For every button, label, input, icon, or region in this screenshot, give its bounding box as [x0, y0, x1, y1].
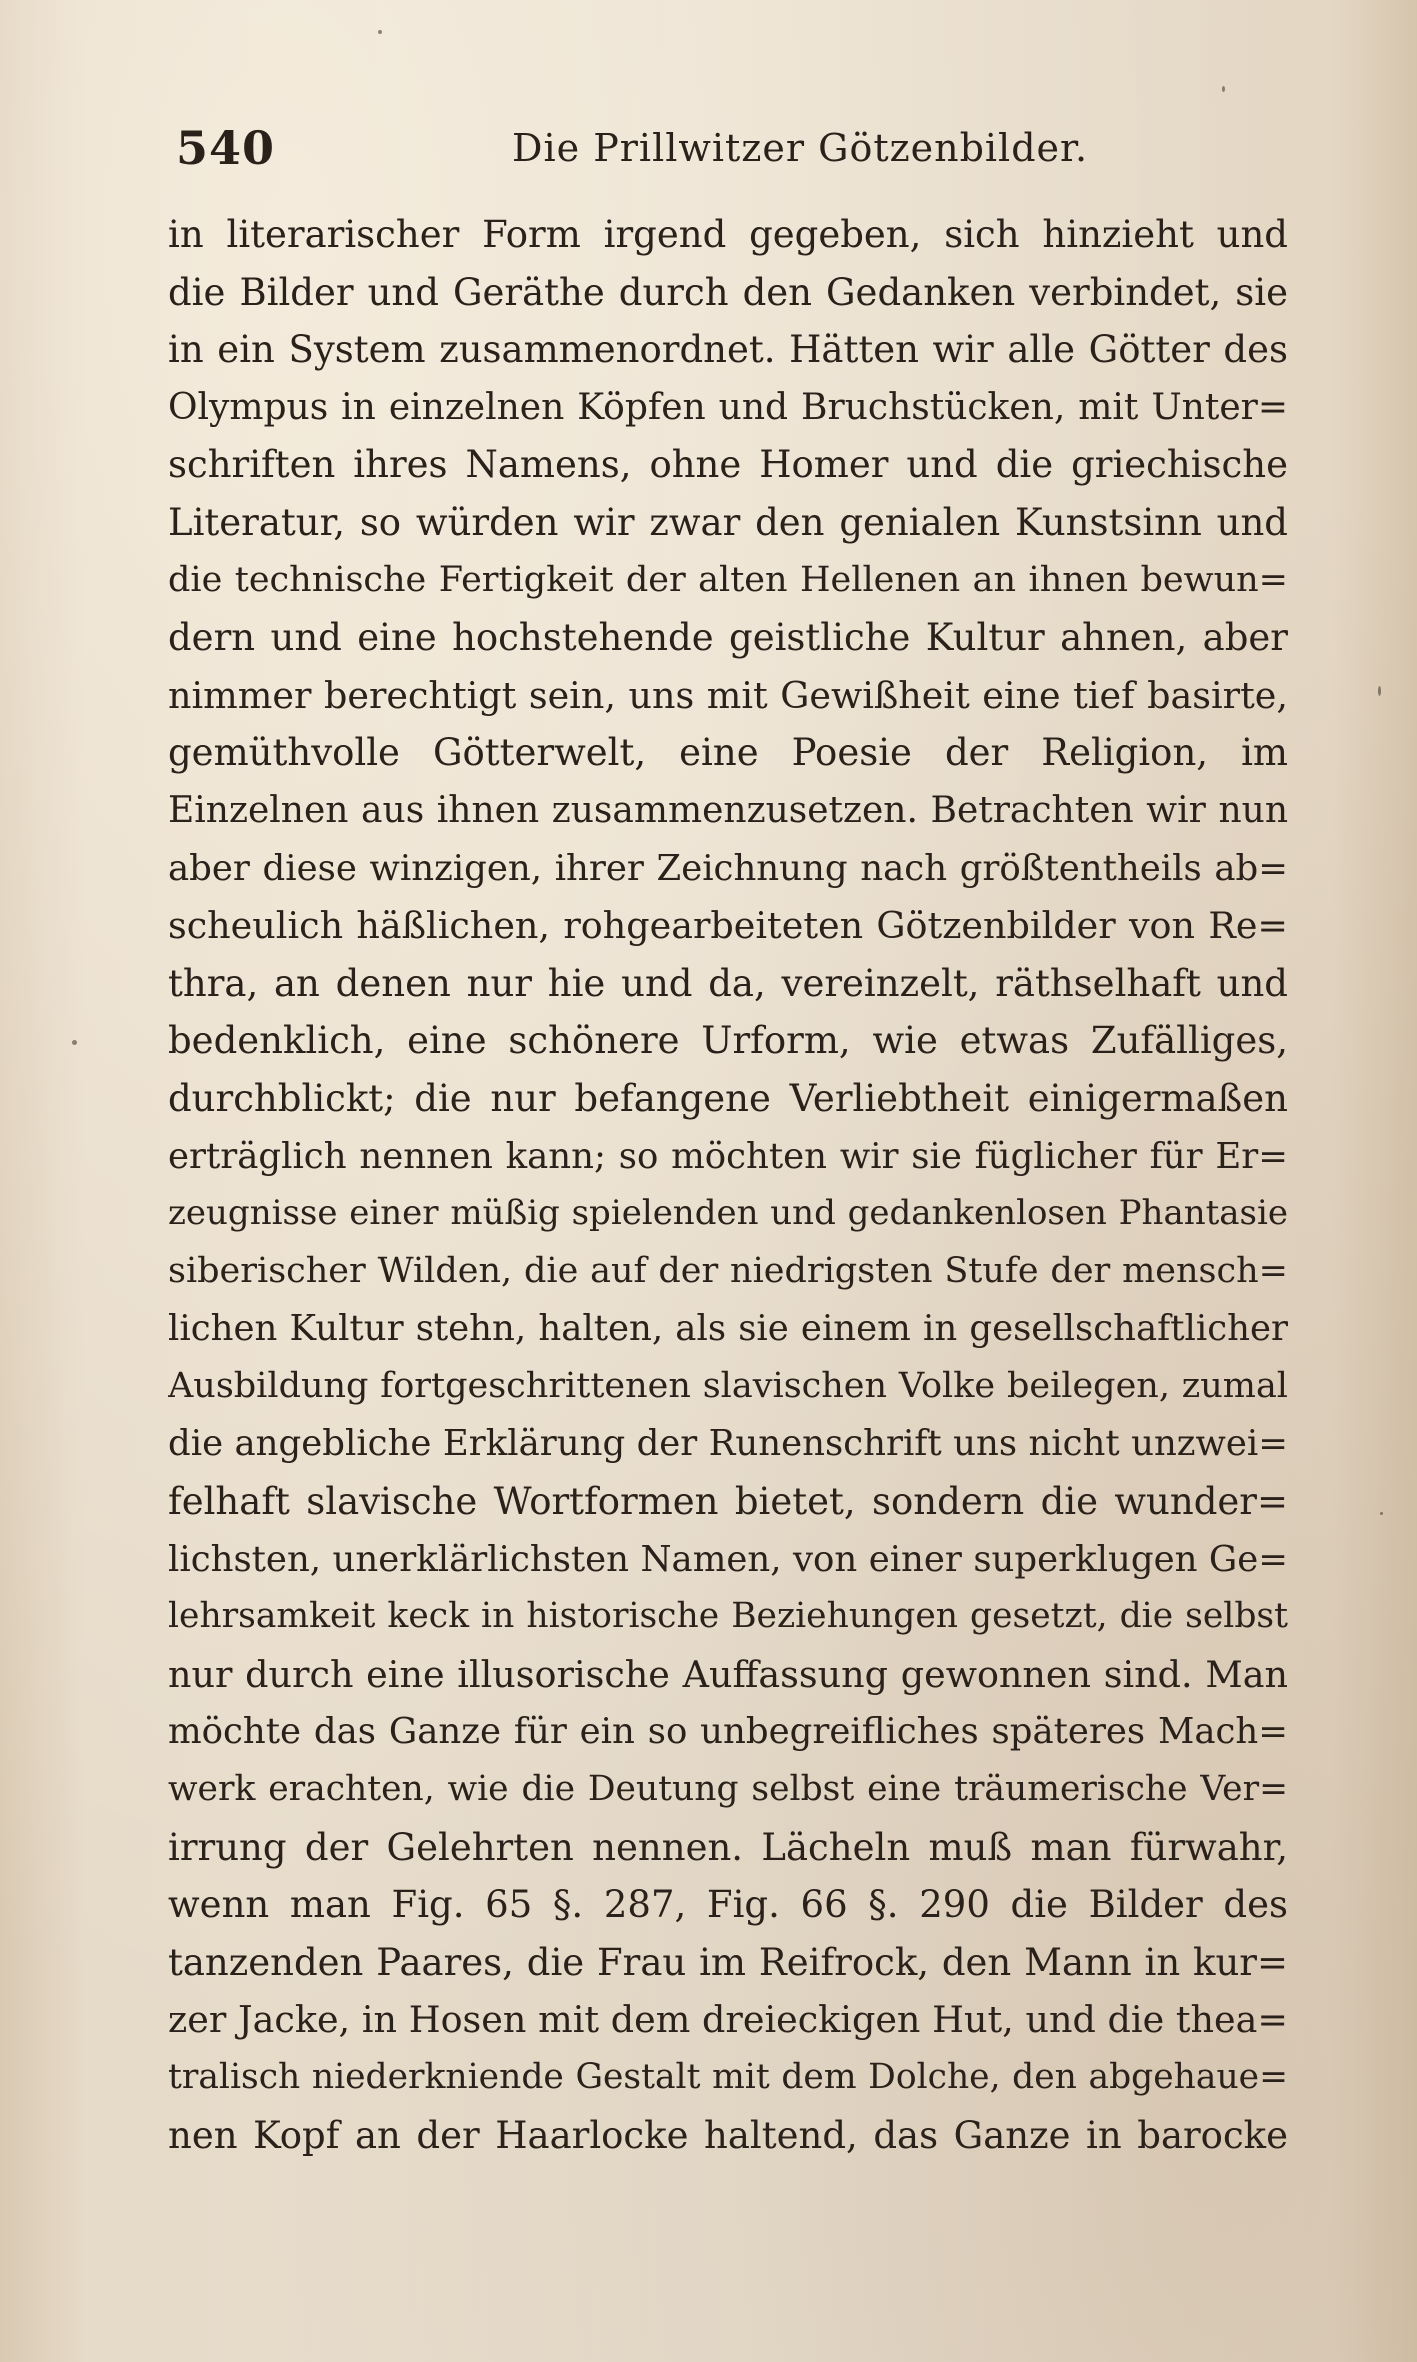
page-header: [176, 118, 1286, 178]
text-line: zeugnisse einer müßig spielenden und gedankenlosen Phantasie: [168, 1193, 1288, 1234]
page-number: 540: [176, 121, 276, 175]
ink-speck: [378, 30, 382, 34]
text-line: siberischer Wilden, die auf der niedrigsten Stufe der mensch=: [168, 1250, 1288, 1291]
ink-speck: [1378, 686, 1381, 696]
text-line: nimmer berechtigt sein, uns mit Gewißheit eine tief basirte,: [168, 673, 1288, 717]
text-line: bedenklich, eine schönere Urform, wie etwas Zufälliges,: [168, 1019, 1288, 1063]
text-line: Olympus in einzelnen Köpfen und Bruchstücken, mit Unter=: [168, 386, 1288, 428]
text-line: die Bilder und Geräthe durch den Gedanken verbindet, sie: [168, 270, 1288, 314]
text-line: nen Kopf an der Haarlocke haltend, das Ganze in barocke: [168, 2113, 1288, 2157]
text-line: lichen Kultur stehn, halten, als sie einem in gesellschaftlicher: [168, 1308, 1288, 1350]
ink-speck: [1380, 1512, 1383, 1515]
text-line: lehrsamkeit keck in historische Beziehungen gesetzt, die selbst: [168, 1596, 1288, 1637]
text-line: in literarischer Form irgend gegeben, sich hinzieht und: [168, 213, 1288, 256]
text-line: die angebliche Erklärung der Runenschrift uns nicht unzwei=: [168, 1423, 1288, 1465]
running-title: Die Prillwitzer Götzenbilder.: [512, 126, 1089, 170]
text-line: Einzelnen aus ihnen zusammenzusetzen. Betrachten wir nun: [168, 789, 1288, 831]
text-line: gemüthvolle Götterwelt, eine Poesie der Religion, im: [168, 731, 1288, 775]
text-line: felhaft slavische Wortformen bietet, sondern die wunder=: [168, 1480, 1288, 1524]
text-line: werk erachten, wie die Deutung selbst eine träumerische Ver=: [168, 1769, 1288, 1810]
ink-speck: [72, 1040, 77, 1045]
text-line: scheulich häßlichen, rohgearbeiteten Götzenbilder von Re=: [168, 904, 1288, 948]
text-line: Ausbildung fortgeschrittenen slavischen Volke beilegen, zumal: [168, 1365, 1288, 1406]
text-line: schriften ihres Namens, ohne Homer und die griechische: [168, 443, 1288, 487]
text-line: thra, an denen nur hie und da, vereinzelt, räthselhaft und: [168, 961, 1288, 1005]
text-line: in ein System zusammenordnet. Hätten wir alle Götter des: [168, 328, 1288, 372]
text-line: irrung der Gelehrten nennen. Lächeln muß man fürwahr,: [168, 1825, 1288, 1869]
text-line: wenn man Fig. 65 §. 287, Fig. 66 §. 290 die Bilder des: [168, 1883, 1288, 1927]
text-line: aber diese winzigen, ihrer Zeichnung nach größtentheils ab=: [168, 847, 1288, 889]
text-line: zer Jacke, in Hosen mit dem dreieckigen Hut, und die thea=: [168, 1998, 1288, 2042]
text-line: die technische Fertigkeit der alten Hellenen an ihnen bewun=: [168, 559, 1288, 600]
text-line: dern und eine hochstehende geistliche Kultur ahnen, aber: [168, 616, 1288, 660]
text-line: nur durch eine illusorische Auffassung gewonnen sind. Man: [168, 1652, 1288, 1696]
text-line: Literatur, so würden wir zwar den genialen Kunstsinn und: [168, 500, 1288, 544]
text-line: tralisch niederkniende Gestalt mit dem Dolche, den abgehaue=: [168, 2057, 1288, 2097]
text-line: erträglich nennen kann; so möchten wir sie füglicher für Er=: [168, 1135, 1288, 1177]
text-line: lichsten, unerklärlichsten Namen, von einer superklugen Ge=: [168, 1538, 1288, 1580]
ink-speck: [1222, 86, 1225, 92]
text-line: möchte das Ganze für ein so unbegreifliches späteres Mach=: [168, 1711, 1288, 1753]
text-line: durchblickt; die nur befangene Verliebtheit einigermaßen: [168, 1076, 1288, 1120]
text-line: tanzenden Paares, die Frau im Reifrock, den Mann in kur=: [168, 1940, 1288, 1984]
body-text: [168, 206, 1288, 2164]
